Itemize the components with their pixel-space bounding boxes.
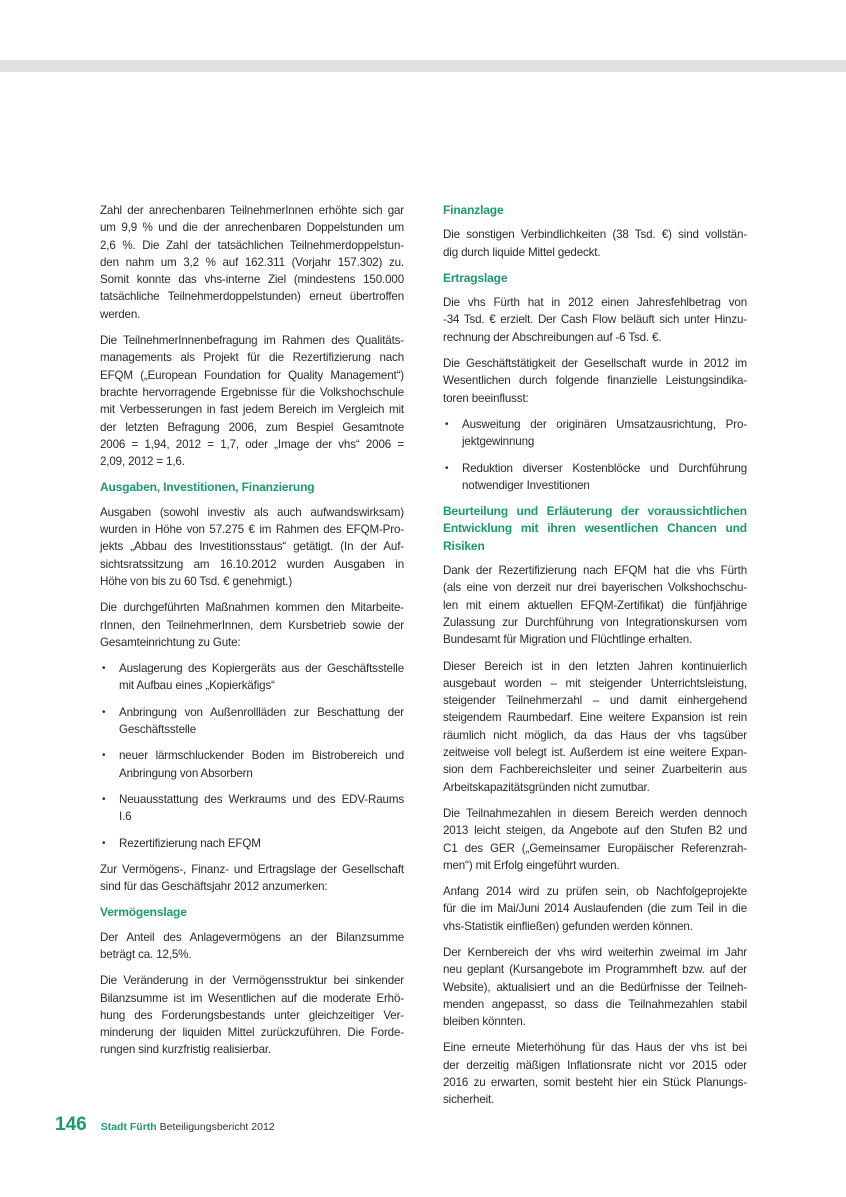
text-line: 2013 leicht steigen, da Angebote auf den Stufen B2 und [443,824,747,838]
page-footer [55,1114,275,1136]
text-line: Vermögenslage [100,905,187,920]
paragraph [100,599,404,651]
text-line: Höhe von bis zu 60 Tsd. € genehmigt.) [100,574,293,588]
top-gray-band [0,60,846,72]
text-line: ausgebaut worden – mit steigender Unterrichtsleistung, [443,676,747,690]
text-line: Bundesamt für Migration und Flüchtlinge erhalten. [443,633,693,647]
bullet-icon: • [445,418,449,430]
text-line: Die sonstigen Verbindlichkeiten (38 Tsd. €) sind vollstän- [443,228,747,242]
text-line: Die Geschäftstätigkeit der Gesellschaft wurde in 2012 im [443,357,747,371]
text-line: -34 Tsd. € erzielt. Der Cash Flow beläuft sich unter Hinzu- [443,313,747,327]
footer-report-title: Beteiligungsbericht 2012 [156,1121,275,1133]
text-line: toren beeinflusst: [443,391,529,405]
text-line: Anbringung von Außenrollläden zur Beschattung der [119,705,404,719]
text-line: Finanzlage [443,203,504,217]
text-line: sion dem Fachbereichsleiter und seiner Zuarbeiterin aus [443,763,747,777]
text-line: um 9,9 % und die der anrechenbaren Doppelstunden um [100,221,404,235]
text-line: Neuausstattung des Werkraums und des EDV-Raums [119,792,404,806]
paragraph [100,861,404,896]
text-line: Dieser Bereich ist in den letzten Jahren kontinuierlich [443,659,747,673]
paragraph [443,355,747,407]
text-line: Auslagerung des Kopiergeräts aus der Geschäftsstelle [119,662,404,676]
text-line: Die vhs Fürth hat in 2012 einen Jahresfehlbetrag von [443,296,747,310]
text-line: Ertragslage [443,270,508,285]
text-line: dig durch liquide Mittel gedeckt. [443,245,601,259]
text-line: 2006 = 1,94, 2012 = 1,7, oder „Image der vhs“ 2006 = [100,437,404,451]
text-line: Beurteilung und Erläuterung der voraussichtlichen [443,504,747,519]
paragraph [443,658,747,796]
left-column [100,202,404,1068]
text-line: jektgewinnung [462,435,535,449]
section-heading [100,904,404,921]
text-line: Dank der Rezertifizierung nach EFQM hat die vhs Fürth [443,564,747,578]
text-line: Risiken [443,538,485,553]
text-line: C1 des GER („Gemeinsamer Europäischer Referenzrah- [443,841,747,855]
text-line: der letzten Befragung 2006, zum Bespiel Gesamtnote [100,420,404,434]
bullet-icon: • [445,462,449,474]
paragraph [100,972,404,1058]
text-line: Arbeitskapazitätsgründen nicht zumutbar. [443,780,650,794]
text-line: rungen sind kurzfristig realisierbar. [100,1043,272,1057]
text-line: jekts „Abbau des Investitionsstaus“ getätigt. (In der Auf- [100,540,404,554]
list-item [443,460,747,495]
text-line: 2,6 %. Die Zahl der tatsächlichen Teilnehmerdoppelstun- [100,238,404,252]
text-line: len mit einem aktuellen EFQM-Zertifikat) die fünfjährige [443,598,747,612]
section-heading [443,270,747,287]
text-line: Bilanzsumme ist im Wesentlichen auf die moderate Erhö- [100,991,404,1005]
bullet-icon: • [102,706,106,718]
text-line: Zulassung zur Durchführung von Integrationskursen vom [443,615,747,629]
text-line: menden angepasst, so dass die Teilnahmezahlen stabil [443,997,747,1011]
paragraph [443,226,747,261]
paragraph [443,805,747,874]
paragraph [100,929,404,964]
text-line: Gesamteinrichtung zu Gute: [100,635,241,649]
text-line: der derzeitig mäßigen Inflationsrate nicht vor 2015 oder [443,1058,747,1072]
text-line: Zahl der anrechenbaren TeilnehmerInnen erhöhte sich gar [100,204,404,217]
text-line: werden. [100,307,141,321]
text-line: I.6 [119,810,132,824]
text-line: Ausweitung der originären Umsatzausrichtung, Pro- [462,417,747,431]
text-line: (als eine von derzeit nur drei bayerischen Volkshochschu- [443,581,747,595]
text-line: mit Aufbau eines „Kopierkäfigs“ [119,679,275,693]
text-line: Ausgaben (sowohl investiv als auch aufwandswirksam) [100,505,404,519]
list-item [100,835,404,852]
text-line: wurden in Höhe von 57.275 € im Rahmen des EFQM-Pro- [100,523,404,537]
text-line: den nahm um 3,2 % auf 162.311 (Vorjahr 157.302) zu. [100,255,404,269]
text-line: men“) mit Erfolg eingeführt wurden. [443,858,620,872]
right-column [443,202,747,1118]
list-item [100,747,404,782]
text-line: hung des Forderungsbestands unter gleichzeitiger Ver- [100,1008,404,1022]
text-line: Die Teilnahmezahlen in diesem Bereich werden dennoch [443,806,747,820]
list-item [100,660,404,695]
bullet-icon: • [102,793,106,805]
text-line: für die im Mai/Juni 2014 Auslaufenden (die zum Teil in die [443,902,747,916]
text-line: Der Anteil des Anlagevermögens an der Bilanzsumme [100,930,404,944]
text-line: mit Verbesserungen in fast jedem Bereich im Vergleich mit [100,403,404,417]
section-heading [443,503,747,555]
text-line: vhs-Statistik einfließen) gefunden werden können. [443,919,693,933]
paragraph [443,1039,747,1108]
text-line: sicherheit. [443,1093,495,1107]
text-line: Somit konnte das vhs-interne Ziel (mindestens 150.000 [100,273,404,287]
paragraph [100,202,404,323]
text-line: tatsächliche Teilnehmerdoppelstunden) erneut übertroffen [100,290,404,304]
bullet-icon: • [102,837,106,849]
paragraph [443,562,747,648]
section-heading [443,202,747,219]
text-line: Entwicklung mit ihren wesentlichen Chancen und [443,521,747,536]
paragraph [443,294,747,346]
text-line: brachte hervorragende Ergebnisse für die Volkshochschule [100,385,404,399]
list-item [100,704,404,739]
text-line: sind für das Geschäftsjahr 2012 anzumerken: [100,880,328,894]
text-line: 2016 zu erwarten, somit besteht hier ein Stück Planungs- [443,1076,747,1090]
text-line: Anfang 2014 wird zu prüfen sein, ob Nachfolgeprojekte [443,885,747,899]
footer-city: Stadt Fürth [100,1121,157,1133]
text-line: Wesentlichen durch folgende finanzielle Leistungsindika- [443,374,747,388]
text-line: minderung der liquiden Mittel zurückzuführen. Die Forde- [100,1026,404,1040]
text-line: sichtsratssitzung am 16.10.2012 wurden Ausgaben in [100,557,404,571]
text-line: Anbringung von Absorbern [119,766,253,780]
text-line: Eine erneute Mieterhöhung für das Haus der vhs ist bei [443,1041,747,1055]
text-line: zeitweise voll belegt ist. Außerdem ist eine weitere Expan- [443,746,747,760]
page-number: 146 [55,1114,87,1135]
section-heading [100,479,404,496]
bullet-icon: • [102,750,106,762]
paragraph [443,944,747,1030]
list-item [100,791,404,826]
bullet-icon: • [102,663,106,675]
text-line: Die Veränderung in der Vermögensstruktur bei sinkender [100,974,404,988]
text-line: Reduktion diverser Kostenblöcke und Durchführung [462,461,747,475]
text-line: notwendiger Investitionen [462,478,590,492]
paragraph [100,504,404,590]
text-line: Rezertifizierung nach EFQM [119,836,261,850]
text-line: EFQM („European Foundation for Quality Management“) [100,368,404,382]
text-line: Die TeilnehmerInnenbefragung im Rahmen des Qualitäts- [100,334,404,348]
text-line: räumlich nicht möglich, da das Haus der vhs tagsüber [443,728,747,742]
list-item [443,416,747,451]
text-line: steigendem Raumbedarf. Eine weitere Expansion ist rein [443,711,747,725]
text-line: rInnen, den TeilnehmerInnen, dem Kursbetrieb sowie der [100,618,404,632]
text-line: Der Kernbereich der vhs wird weiterhin zweimal im Jahr [443,945,747,959]
text-line: neu geplant (Kursangebote im Programmheft bzw. auf der [443,963,747,977]
text-line: 2,09, 2012 = 1,6. [100,455,185,469]
paragraph [100,332,404,470]
text-line: steigender Teilnehmerzahl – und damit einhergehend [443,694,747,708]
text-line: Ausgaben, Investitionen, Finanzierung [100,480,315,495]
text-line: beträgt ca. 12,5%. [100,947,192,961]
text-line: Zur Vermögens-, Finanz- und Ertragslage der Gesellschaft [100,862,404,876]
text-line: Website), aktualisiert und an die Bedürfnisse der Teilneh- [443,980,747,994]
text-line: Die durchgeführten Maßnahmen kommen den Mitarbeite- [100,601,404,615]
text-line: neuer lärmschluckender Boden im Bistrobereich und [119,749,404,763]
text-line: managements als Projekt für die Rezertifizierung nach [100,351,404,365]
text-line: rechnung der Abschreibungen auf -6 Tsd. €. [443,330,662,344]
paragraph [443,883,747,935]
text-line: Geschäftsstelle [119,723,197,737]
text-line: bleiben könnten. [443,1015,526,1029]
